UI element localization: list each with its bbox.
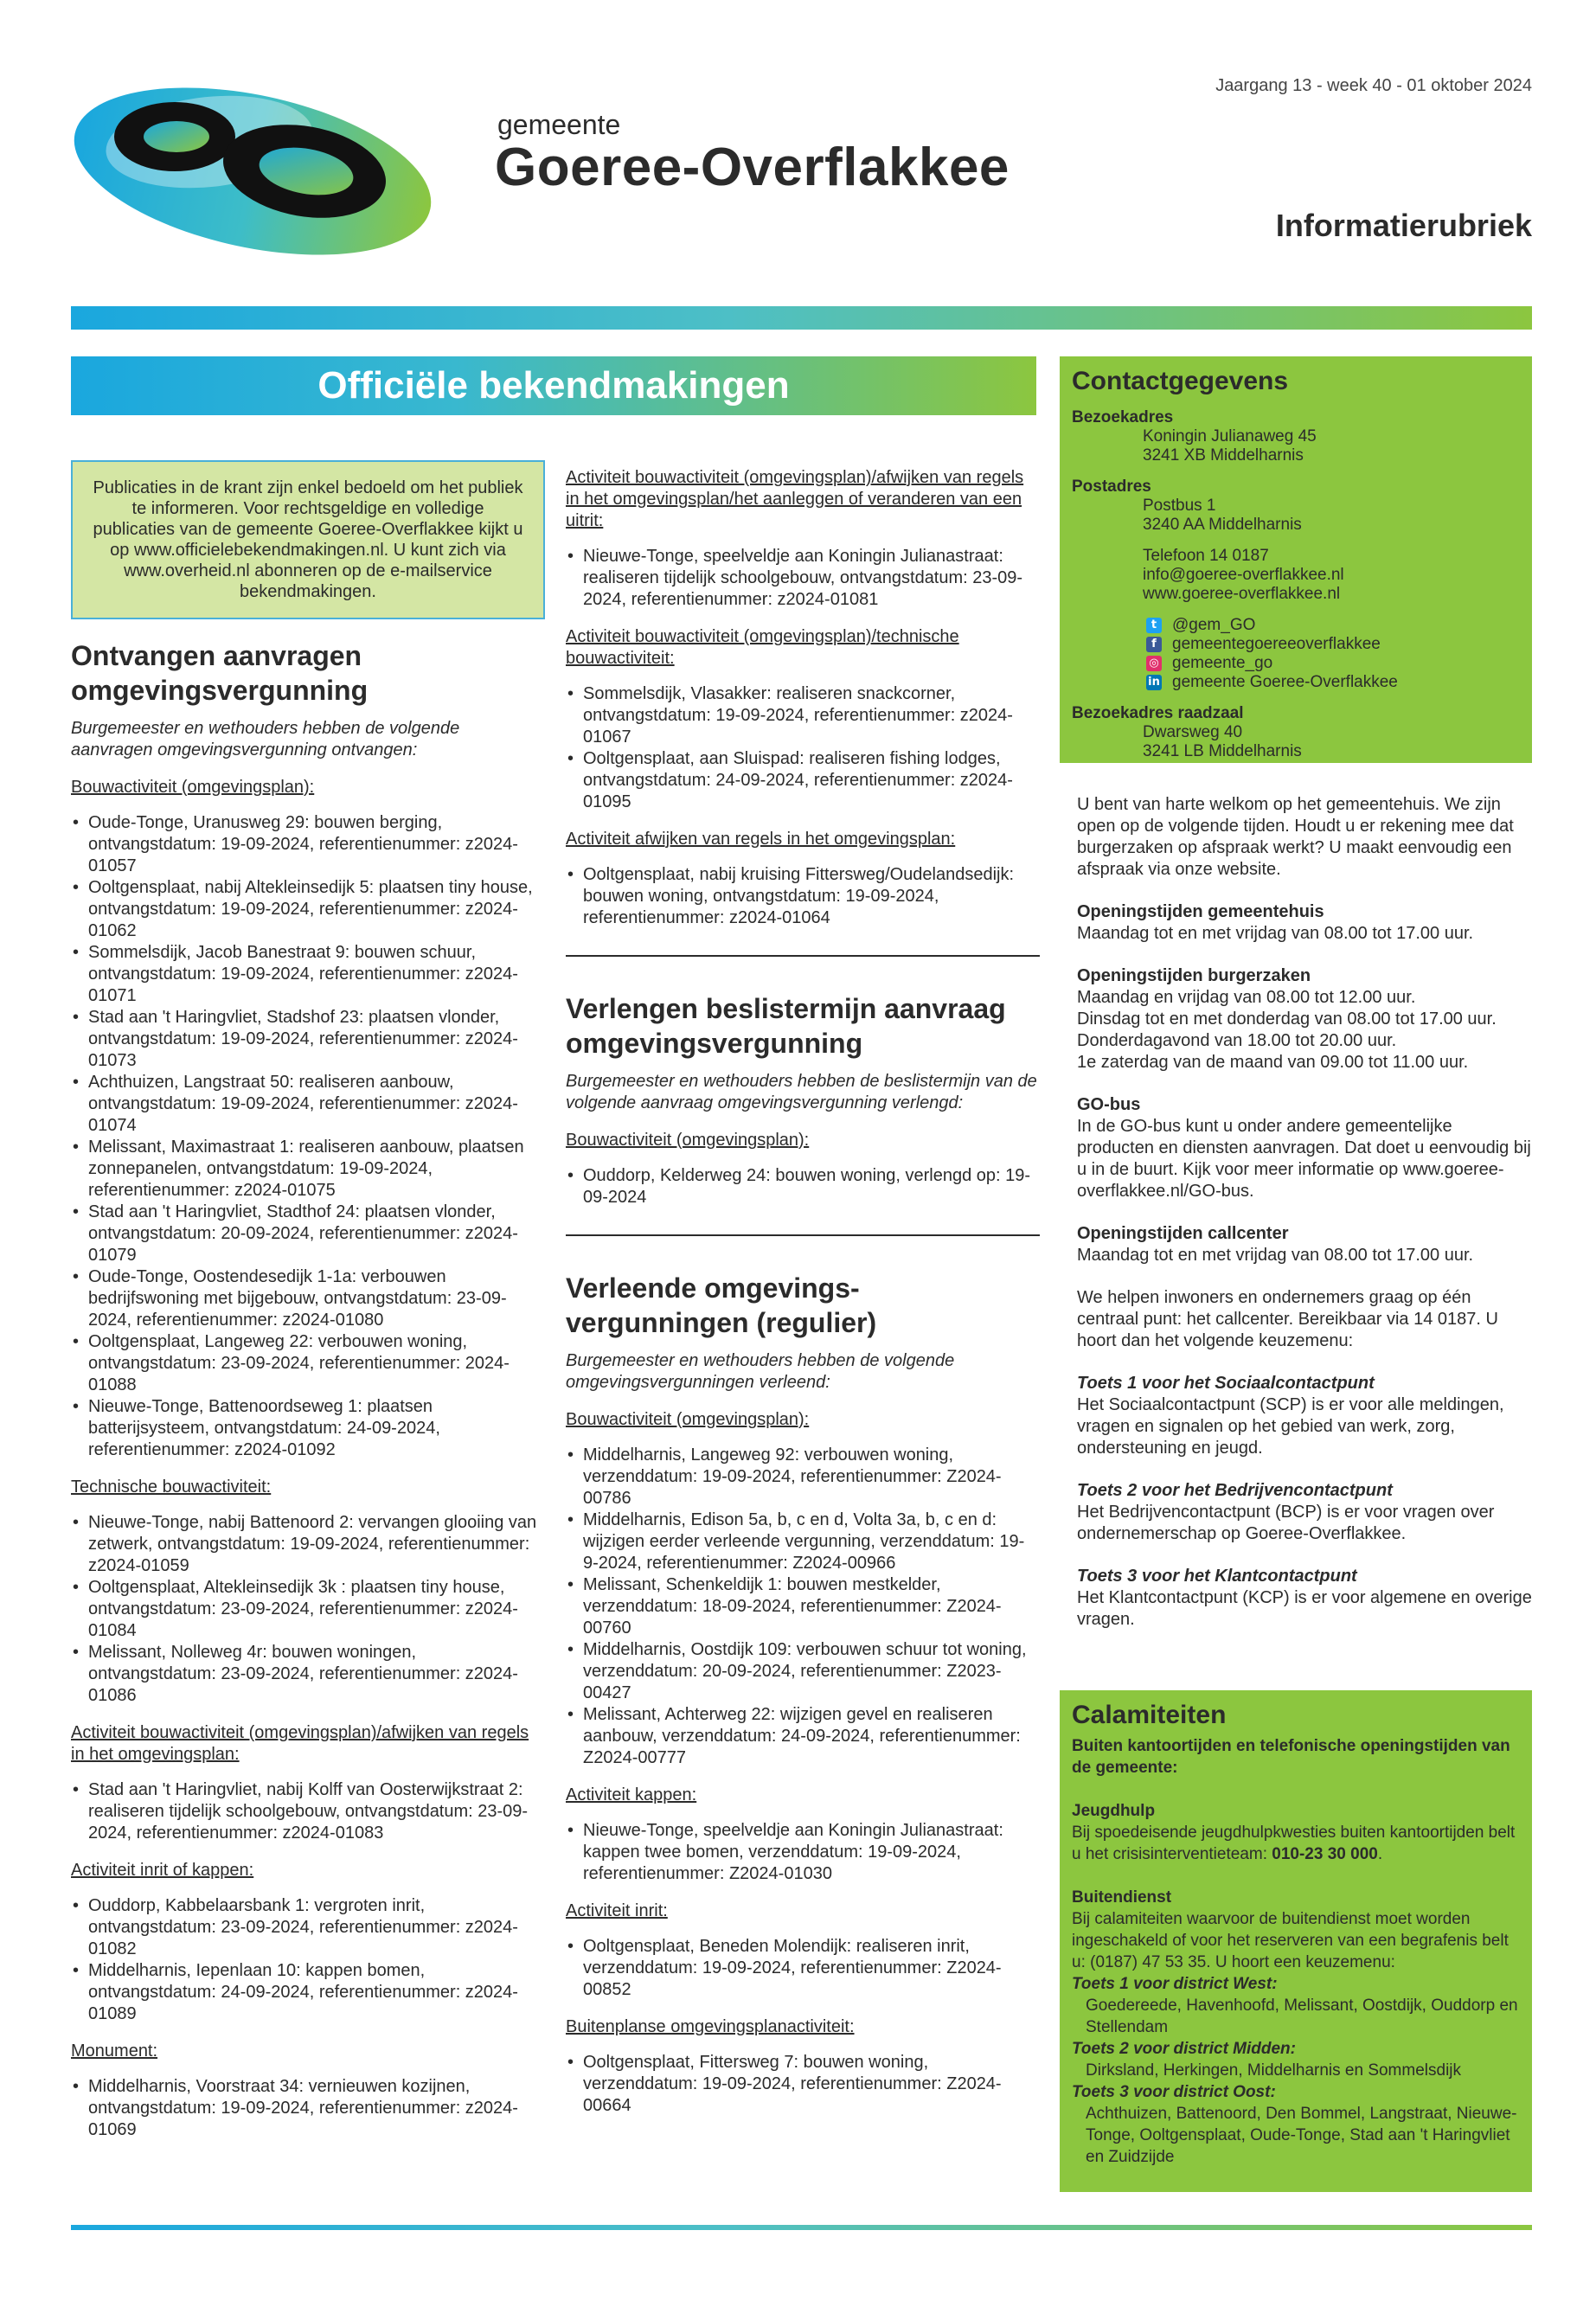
category-title: Bouwactiviteit (omgevingsplan): [566, 1410, 810, 1429]
section-title-aanvragen: Ontvangen aanvragen omgevingsvergunning [71, 640, 369, 706]
gobus-title: GO-bus [1077, 1095, 1141, 1114]
gemeente-logo [71, 76, 452, 258]
top-gradient-bar [71, 306, 1532, 330]
option-3-title: Toets 3 voor het Klantcontactpunt [1077, 1567, 1357, 1586]
announcement-item: • Melissant, Schenkeldijk 1: bouwen mestkelder, verzenddatum: 18-09-2024, referentienummer: Z2024-00760 [566, 1574, 1040, 1639]
group-list [566, 467, 1040, 929]
council-address-line: 3241 LB Middelharnis [1143, 742, 1302, 760]
section-intro: Burgemeester en wethouders hebben de beslistermijn van de volgende aanvraag omgevingsvergunning verlengd: [566, 1072, 1037, 1112]
announcement-list [71, 1512, 545, 1707]
announcement-list [566, 1165, 1040, 1208]
section-banner: Officiële bekendmakingen [71, 356, 1036, 415]
section-title-verleend: Verleende omgevings-vergunningen (regulier) [566, 1272, 877, 1338]
announcement-list [566, 1936, 1040, 2001]
gobus-text: In de GO-bus kunt u onder andere gemeentelijke producten en diensten aanvragen. Dat doet u eenvoudig bij u in de buurt. Kijk voor meer informatie op www.goeree-overflakkee.nl/GO-bus. [1077, 1117, 1531, 1201]
announcement-list [566, 1445, 1040, 1769]
category-title: Activiteit bouwactiviteit (omgevingsplan)/afwijken van regels in het omgevingsplan: [71, 1723, 529, 1764]
announcement-item: • Sommelsdijk, Jacob Banestraat 9: bouwen schuur, ontvangstdatum: 19-09-2024, referentienummer: z2024-01071 [71, 942, 545, 1007]
option-2-title: Toets 2 voor het Bedrijvencontactpunt [1077, 1481, 1393, 1500]
announcement-item: • Melissant, Maximastraat 1: realiseren aanbouw, plaatsen zonnepanelen, ontvangstdatum: 19-09-2024, referentienummer: z2024-01075 [71, 1137, 545, 1202]
announcement-item: • Middelharnis, Oostdijk 109: verbouwen schuur tot woning, verzenddatum: 20-09-2024, referentienummer: Z2023-00427 [566, 1639, 1040, 1704]
announcement-list [71, 1779, 545, 1844]
announcement-item: • Oude-Tonge, Oostendesedijk 1-1a: verbouwen bedrijfswoning met bijgebouw, ontvangstdatum: 23-09-2024, referentienummer: z2024-01080 [71, 1266, 545, 1331]
announcement-item: • Ouddorp, Kabbelaarsbank 1: vergroten inrit, ontvangstdatum: 23-09-2024, referentienummer: z2024-01082 [71, 1895, 545, 1960]
brand-label: gemeente [497, 109, 621, 140]
announcement-item: • Middelharnis, Langeweg 92: verbouwen woning, verzenddatum: 19-09-2024, referentienummer: Z2024-00786 [566, 1445, 1040, 1509]
group-list [71, 777, 545, 2141]
category-title: Buitenplanse omgevingsplanactiviteit: [566, 2017, 855, 2036]
announcement-item: • Oude-Tonge, Uranusweg 29: bouwen berging, ontvangstdatum: 19-09-2024, referentienummer: z2024-01057 [71, 812, 545, 877]
linkedin-link[interactable]: in gemeente Goeree-Overflakkee [1072, 673, 1520, 692]
calamiteiten-title: Calamiteiten [1072, 1701, 1227, 1729]
callcenter-text: Maandag tot en met vrijdag van 08.00 tot 17.00 uur. [1077, 1246, 1474, 1265]
postal-address-line: Postbus 1 [1143, 497, 1216, 515]
hours-townhall-title: Openingstijden gemeentehuis [1077, 902, 1324, 921]
announcement-list [566, 864, 1040, 929]
announcement-item: • Ooltgensplaat, Langeweg 22: verbouwen woning, ontvangstdatum: 23-09-2024, referentienummer: 2024-01088 [71, 1331, 545, 1396]
announcement-item: • Ouddorp, Kelderweg 24: bouwen woning, verlengd op: 19-09-2024 [566, 1165, 1040, 1208]
bottom-gradient-bar [71, 2225, 1532, 2230]
callcenter-title: Openingstijden callcenter [1077, 1224, 1289, 1243]
category-title: Bouwactiviteit (omgevingsplan): [71, 778, 315, 797]
contact-box [1060, 356, 1532, 763]
group-list [566, 1130, 1040, 1208]
district-west-text: Goedereede, Havenhoofd, Melissant, Oostdijk, Ouddorp en Stellendam [1086, 1997, 1518, 2036]
hours-townhall-text: Maandag tot en met vrijdag van 08.00 tot 17.00 uur. [1077, 924, 1474, 943]
section-intro: Burgemeester en wethouders hebben de volgende omgevingsvergunningen verleend: [566, 1351, 955, 1392]
hours-civil-title: Openingstijden burgerzaken [1077, 966, 1311, 985]
option-2-text: Het Bedrijvencontactpunt (BCP) is er voor vragen over ondernemerschap op Goeree-Overflakkee. [1077, 1503, 1495, 1543]
announcement-item: • Melissant, Nolleweg 4r: bouwen woningen, ontvangstdatum: 23-09-2024, referentienummer: z2024-01086 [71, 1642, 545, 1707]
district-midden-text: Dirksland, Herkingen, Middelharnis en Sommelsdijk [1086, 2061, 1462, 2080]
jeugdhulp-title: Jeugdhulp [1072, 1802, 1156, 1820]
option-3-text: Het Klantcontactpunt (KCP) is er voor algemene en overige vragen. [1077, 1588, 1532, 1629]
announcement-list [71, 2076, 545, 2141]
postal-address-label: Postadres [1072, 478, 1151, 496]
district-oost-text: Achthuizen, Battenoord, Den Bommel, Langstraat, Nieuwe-Tonge, Ooltgensplaat, Oude-Tonge, Stad aan 't Haringvliet en Zuidzijde [1086, 2105, 1517, 2166]
hours-civil-line: Donderdagavond van 18.00 tot 20.00 uur. [1077, 1031, 1397, 1050]
announcement-item: • Ooltgensplaat, aan Sluispad: realiseren fishing lodges, ontvangstdatum: 24-09-2024, referentienummer: z2024-01095 [566, 748, 1040, 813]
instagram-link[interactable]: ◎ gemeente_go [1072, 654, 1520, 673]
announcement-item: • Ooltgensplaat, Fittersweg 7: bouwen woning, verzenddatum: 19-09-2024, referentienummer: Z2024-00664 [566, 2052, 1040, 2117]
announcement-item: • Stad aan 't Haringvliet, Stadshof 23: plaatsen vlonder, ontvangstdatum: 19-09-2024, referentienummer: z2024-01073 [71, 1007, 545, 1072]
district-midden-title: Toets 2 voor district Midden: [1072, 2040, 1296, 2058]
announcement-list [71, 1895, 545, 2025]
email-link[interactable]: info@goeree-overflakkee.nl [1143, 566, 1344, 584]
announcement-item: • Middelharnis, Iepenlaan 10: kappen bomen, ontvangstdatum: 24-09-2024, referentienummer: z2024-01089 [71, 1960, 545, 2025]
buitendienst-text: Bij calamiteiten waarvoor de buitendienst moet worden ingeschakeld of voor het reserveren van een begrafenis belt u: (0187) 47 53 35. U hoort een keuzemenu: [1072, 1910, 1509, 1971]
category-title: Monument: [71, 2041, 158, 2061]
linkedin-icon: in [1146, 675, 1162, 690]
group-list [566, 1409, 1040, 2117]
announcement-item: • Ooltgensplaat, nabij Altekleinsedijk 5: plaatsen tiny house, ontvangstdatum: 19-09-2024, referentienummer: z2024-01062 [71, 877, 545, 942]
postal-address-line: 3240 AA Middelharnis [1143, 516, 1302, 534]
announcement-item: • Ooltgensplaat, Beneden Molendijk: realiseren inrit, verzenddatum: 19-09-2024, referentienummer: Z2024-00852 [566, 1936, 1040, 2001]
twitter-link[interactable]: t @gem_GO [1072, 616, 1520, 635]
category-title: Activiteit kappen: [566, 1785, 697, 1804]
callcenter-help: We helpen inwoners en ondernemers graag op één centraal punt: het callcenter. Bereikbaar via 14 0187. U hoort dan het volgende keuzemenu: [1077, 1288, 1498, 1350]
divider [566, 1234, 1040, 1236]
district-west-title: Toets 1 voor district West: [1072, 1975, 1278, 1993]
calamiteiten-box [1060, 1690, 1532, 2192]
phone: Telefoon 14 0187 [1143, 547, 1269, 565]
visit-address-line: Koningin Julianaweg 45 [1143, 427, 1317, 445]
welcome-text: U bent van harte welkom op het gemeentehuis. We zijn open op de volgende tijden. Houdt u er rekening mee dat burgerzaken op afspraak werkt? U maakt eenvoudig een afspraak via onze website. [1077, 795, 1514, 879]
website-link[interactable]: www.goeree-overflakkee.nl [1143, 585, 1341, 603]
facebook-link[interactable]: f gemeentegoereeoverflakkee [1072, 635, 1520, 654]
category-title: Activiteit afwijken van regels in het omgevingsplan: [566, 830, 956, 849]
announcement-list [566, 546, 1040, 611]
option-1-text: Het Sociaalcontactpunt (SCP) is er voor alle meldingen, vragen en signalen op het gebied van werk, zorg, ondersteuning en jeugd. [1077, 1395, 1504, 1458]
column-middle [566, 452, 1040, 2120]
column-right [1077, 794, 1532, 1651]
announcement-item: • Stad aan 't Haringvliet, Stadthof 24: plaatsen vlonder, ontvangstdatum: 20-09-2024, referentienummer: z2024-01079 [71, 1202, 545, 1266]
announcement-list [71, 812, 545, 1461]
announcement-item: • Melissant, Achterweg 22: wijzigen gevel en realiseren aanbouw, verzenddatum: 24-09-2024, referentienummer: Z2024-00777 [566, 1704, 1040, 1769]
category-title: Bouwactiviteit (omgevingsplan): [566, 1131, 810, 1150]
visit-address-label: Bezoekadres [1072, 408, 1174, 426]
announcement-item: • Ooltgensplaat, nabij kruising Fittersweg/Oudelandsedijk: bouwen woning, ontvangstdatum: 19-09-2024, referentienummer: z2024-01064 [566, 864, 1040, 929]
council-address-label: Bezoekadres raadzaal [1072, 704, 1244, 722]
jeugdhulp-text: Bij spoedeisende jeugdhulpkwesties buiten kantoortijden belt u het crisisinterventieteam: 010-23 30 000. [1072, 1823, 1516, 1863]
twitter-icon: t [1146, 618, 1162, 633]
section-title-verlengen: Verlengen beslistermijn aanvraag omgevingsvergunning [566, 993, 1006, 1059]
announcement-list [566, 683, 1040, 813]
announcement-list [566, 1820, 1040, 1885]
facebook-icon: f [1146, 637, 1162, 652]
hours-civil-line: 1e zaterdag van de maand van 09.00 tot 11.00 uur. [1077, 1053, 1469, 1072]
announcement-item: • Middelharnis, Voorstraat 34: vernieuwen kozijnen, ontvangstdatum: 19-09-2024, referentienummer: z2024-01069 [71, 2076, 545, 2141]
category-title: Activiteit inrit of kappen: [71, 1861, 254, 1880]
visit-address-line: 3241 XB Middelharnis [1143, 446, 1304, 465]
district-oost-title: Toets 3 voor district Oost: [1072, 2083, 1276, 2101]
announcement-list [566, 2052, 1040, 2117]
hours-civil-line: Maandag en vrijdag van 08.00 tot 12.00 uur. [1077, 988, 1416, 1007]
announcement-item: • Nieuwe-Tonge, nabij Battenoord 2: vervangen glooiing van zetwerk, ontvangstdatum: 19-09-2024, referentienummer: z2024-01059 [71, 1512, 545, 1577]
announcement-item: • Middelharnis, Edison 5a, b, c en d, Volta 3a, b, c en d: wijzigen eerder verleende vergunning, verzenddatum: 19-9-2024, referentienummer: Z2024-00966 [566, 1509, 1040, 1574]
brand-name: Goeree-Overflakkee [495, 138, 1010, 197]
divider [566, 955, 1040, 957]
announcement-item: • Stad aan 't Haringvliet, nabij Kolff van Oosterwijkstraat 2: realiseren tijdelijk schoolgebouw, ontvangstdatum: 23-09-2024, referentienummer: z2024-01083 [71, 1779, 545, 1844]
category-title: Technische bouwactiviteit: [71, 1477, 272, 1497]
rubriek-title: Informatierubriek [1275, 208, 1532, 243]
announcement-item: • Nieuwe-Tonge, speelveldje aan Koningin Julianastraat: realiseren tijdelijk schoolgebouw, ontvangstdatum: 23-09-2024, referentienummer: z2024-01081 [566, 546, 1040, 611]
announcement-item: • Achthuizen, Langstraat 50: realiseren aanbouw, ontvangstdatum: 19-09-2024, referentienummer: z2024-01074 [71, 1072, 545, 1137]
category-title: Activiteit bouwactiviteit (omgevingsplan)/technische bouwactiviteit: [566, 627, 959, 668]
jeugdhulp-phone: 010-23 30 000 [1272, 1845, 1378, 1863]
calamiteiten-subtitle: Buiten kantoortijden en telefonische openingstijden van de gemeente: [1072, 1737, 1510, 1777]
category-title: Activiteit bouwactiviteit (omgevingsplan)/afwijken van regels in het omgevingsplan/het aanleggen of veranderen van een uitrit: [566, 468, 1024, 530]
contact-title: Contactgegevens [1072, 367, 1289, 395]
column-left [71, 450, 545, 2144]
option-1-title: Toets 1 voor het Sociaalcontactpunt [1077, 1374, 1375, 1393]
buitendienst-title: Buitendienst [1072, 1888, 1172, 1907]
notice-box: Publicaties in de krant zijn enkel bedoeld om het publiek te informeren. Voor rechtsgeldige en volledige publicaties van de gemeente Goeree-Overflakkee kijkt u op www.officielebekendmakingen.nl. U kunt zich via www.overheid.nl abonneren op de e-mailservice bekendmakingen. [71, 460, 545, 619]
announcement-item: • Ooltgensplaat, Altekleinsedijk 3k : plaatsen tiny house, ontvangstdatum: 23-09-2024, referentienummer: z2024-01084 [71, 1577, 545, 1642]
council-address-line: Dwarsweg 40 [1143, 723, 1243, 741]
section-intro: Burgemeester en wethouders hebben de volgende aanvragen omgevingsvergunning ontvangen: [71, 719, 460, 760]
issue-info: Jaargang 13 - week 40 - 01 oktober 2024 [1215, 76, 1532, 95]
announcement-item: • Sommelsdijk, Vlasakker: realiseren snackcorner, ontvangstdatum: 19-09-2024, referentienummer: z2024-01067 [566, 683, 1040, 748]
instagram-icon: ◎ [1146, 656, 1162, 671]
announcement-item: • Nieuwe-Tonge, Battenoordseweg 1: plaatsen batterijsysteem, ontvangstdatum: 24-09-2024, referentienummer: z2024-01092 [71, 1396, 545, 1461]
hours-civil-line: Dinsdag tot en met donderdag van 08.00 tot 17.00 uur. [1077, 1009, 1497, 1029]
announcement-item: • Nieuwe-Tonge, speelveldje aan Koningin Julianastraat: kappen twee bomen, verzenddatum: 19-09-2024, referentienummer: Z2024-01030 [566, 1820, 1040, 1885]
category-title: Activiteit inrit: [566, 1901, 668, 1920]
